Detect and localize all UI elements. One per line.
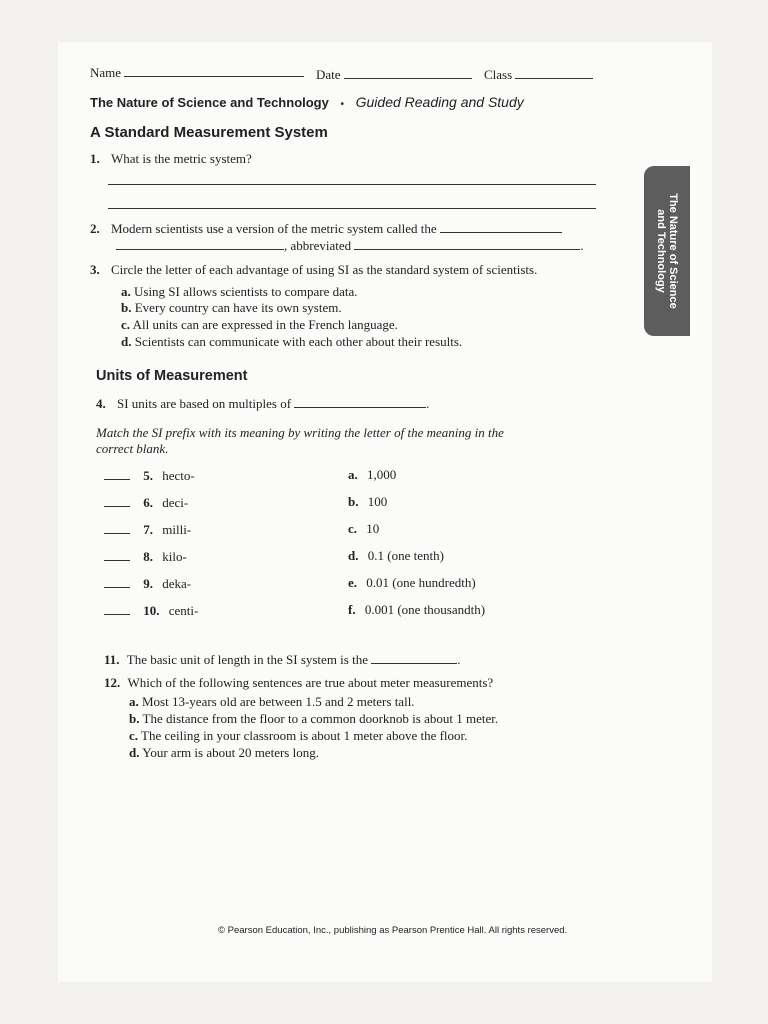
question-11 — [104, 651, 460, 668]
question-2 — [90, 220, 562, 237]
section-title-units: Units of Measurement — [96, 368, 248, 384]
period: . — [580, 238, 584, 253]
match-row-9 — [104, 575, 191, 592]
meaning-text: 0.1 (one tenth) — [367, 548, 444, 563]
answer-blank-11[interactable] — [371, 651, 457, 664]
match-prefix: kilo- — [162, 549, 187, 564]
meaning-letter: a. — [348, 467, 358, 482]
answer-blank-2b[interactable] — [116, 237, 284, 250]
question-3 — [90, 262, 537, 278]
question-text: The basic unit of length in the SI system is the — [126, 652, 368, 667]
meaning-text: 0.01 (one hundredth) — [366, 575, 476, 590]
option-text: Most 13-years old are between 1.5 and 2 meters tall. — [142, 694, 415, 709]
option-text: The distance from the floor to a common doorknob is about 1 meter. — [142, 711, 499, 726]
meaning-b — [348, 494, 387, 510]
option-letter[interactable]: b. — [129, 711, 140, 726]
header-bullet: • — [340, 99, 344, 110]
question-2-continued — [116, 237, 584, 254]
option-letter[interactable]: a. — [129, 694, 139, 709]
option-letter[interactable]: d. — [121, 334, 132, 349]
meaning-letter: f. — [348, 602, 356, 617]
option-3a[interactable] — [121, 284, 358, 300]
answer-blank-4[interactable] — [294, 395, 426, 408]
option-text: Using SI allows scientists to compare data. — [134, 284, 358, 299]
match-row-8 — [104, 548, 187, 565]
question-number: 1. — [90, 151, 100, 166]
class-field[interactable] — [484, 66, 593, 83]
answer-line-1b[interactable] — [108, 208, 596, 209]
match-blank[interactable] — [104, 548, 130, 561]
option-12d[interactable] — [129, 745, 319, 761]
side-tab-line-2: and Technology — [655, 209, 667, 293]
date-field[interactable] — [316, 66, 472, 83]
match-blank[interactable] — [104, 521, 130, 534]
question-text: Circle the letter of each advantage of using SI as the standard system of scientists. — [111, 262, 538, 277]
question-text: Which of the following sentences are true about meter measurements? — [127, 675, 494, 690]
option-12a[interactable] — [129, 694, 415, 710]
class-label: Class — [484, 67, 513, 82]
match-row-10 — [104, 602, 198, 619]
question-text: SI units are based on multiples of — [117, 396, 292, 411]
meaning-c — [348, 521, 379, 537]
worksheet-page — [58, 42, 712, 982]
match-row-6 — [104, 494, 188, 511]
option-3c[interactable] — [121, 317, 398, 333]
period: . — [457, 652, 461, 667]
meaning-d — [348, 548, 444, 564]
match-row-7 — [104, 521, 191, 538]
option-text: Scientists can communicate with each other about their results. — [134, 334, 463, 349]
question-number: 11. — [104, 652, 120, 667]
answer-blank-2c[interactable] — [354, 237, 580, 250]
question-text: Modern scientists use a version of the metric system called the — [111, 221, 437, 236]
option-letter[interactable]: a. — [121, 284, 131, 299]
chapter-side-tab — [644, 166, 690, 336]
match-prefix: hecto- — [162, 468, 195, 483]
match-instructions-line-2: correct blank. — [96, 441, 169, 456]
question-text: What is the metric system? — [111, 151, 252, 166]
class-blank[interactable] — [515, 66, 593, 79]
meaning-text: 1,000 — [367, 467, 397, 482]
match-prefix: deka- — [162, 576, 192, 591]
match-blank[interactable] — [104, 494, 130, 507]
meaning-letter: b. — [348, 494, 359, 509]
match-number: 10. — [143, 603, 160, 618]
match-prefix: milli- — [162, 522, 192, 537]
meaning-text: 10 — [366, 521, 380, 536]
side-tab-line-1: The Nature of Science — [667, 193, 679, 309]
subject-header — [90, 94, 524, 110]
option-text: Your arm is about 20 meters long. — [142, 745, 319, 760]
date-label: Date — [316, 67, 341, 82]
question-text: , abbreviated — [284, 238, 352, 253]
match-number: 6. — [143, 495, 153, 510]
question-number: 12. — [104, 675, 121, 690]
match-number: 5. — [143, 468, 153, 483]
meaning-a — [348, 467, 396, 483]
meaning-e — [348, 575, 476, 591]
match-blank[interactable] — [104, 602, 130, 615]
meaning-text: 100 — [367, 494, 388, 509]
period: . — [426, 396, 430, 411]
chapter-side-tab-label — [655, 166, 679, 336]
question-number: 2. — [90, 221, 100, 236]
option-text: Every country can have its own system. — [134, 300, 342, 315]
meaning-letter: e. — [348, 575, 358, 590]
option-text: All units can are expressed in the French language. — [132, 317, 398, 332]
match-blank[interactable] — [104, 467, 130, 480]
name-field[interactable] — [90, 64, 304, 81]
meaning-f — [348, 602, 485, 618]
question-number: 3. — [90, 262, 100, 277]
name-label: Name — [90, 65, 122, 80]
meaning-text: 0.001 (one thousandth) — [364, 602, 486, 617]
match-prefix: deci- — [162, 495, 189, 510]
question-number: 4. — [96, 396, 106, 411]
option-3b[interactable] — [121, 300, 342, 316]
option-text: The ceiling in your classroom is about 1 meter above the floor. — [141, 728, 468, 743]
section-title-standard-measurement: A Standard Measurement System — [90, 124, 328, 141]
match-prefix: centi- — [168, 603, 199, 618]
option-12c[interactable] — [129, 728, 467, 744]
question-1 — [90, 151, 252, 167]
name-blank[interactable] — [124, 64, 304, 77]
subject-subtitle: Guided Reading and Study — [355, 94, 524, 110]
date-blank[interactable] — [344, 66, 472, 79]
match-instructions-line-1: Match the SI prefix with its meaning by writing the letter of the meaning in the — [96, 425, 504, 440]
option-12b[interactable] — [129, 711, 498, 727]
copyright-footer: © Pearson Education, Inc., publishing as Pearson Prentice Hall. All rights reserved. — [218, 925, 568, 936]
question-12 — [104, 675, 493, 691]
subject-title: The Nature of Science and Technology — [90, 95, 329, 110]
match-number: 7. — [143, 522, 153, 537]
match-number: 9. — [143, 576, 153, 591]
option-letter[interactable]: b. — [121, 300, 132, 315]
match-blank[interactable] — [104, 575, 130, 588]
question-4 — [96, 395, 430, 412]
meaning-letter: c. — [348, 521, 358, 536]
option-letter[interactable]: c. — [129, 728, 139, 743]
answer-blank-2a[interactable] — [440, 220, 562, 233]
option-3d[interactable] — [121, 334, 462, 350]
match-number: 8. — [143, 549, 153, 564]
answer-line-1a[interactable] — [108, 184, 596, 185]
option-letter[interactable]: c. — [121, 317, 131, 332]
meaning-letter: d. — [348, 548, 359, 563]
option-letter[interactable]: d. — [129, 745, 140, 760]
match-row-5 — [104, 467, 195, 484]
